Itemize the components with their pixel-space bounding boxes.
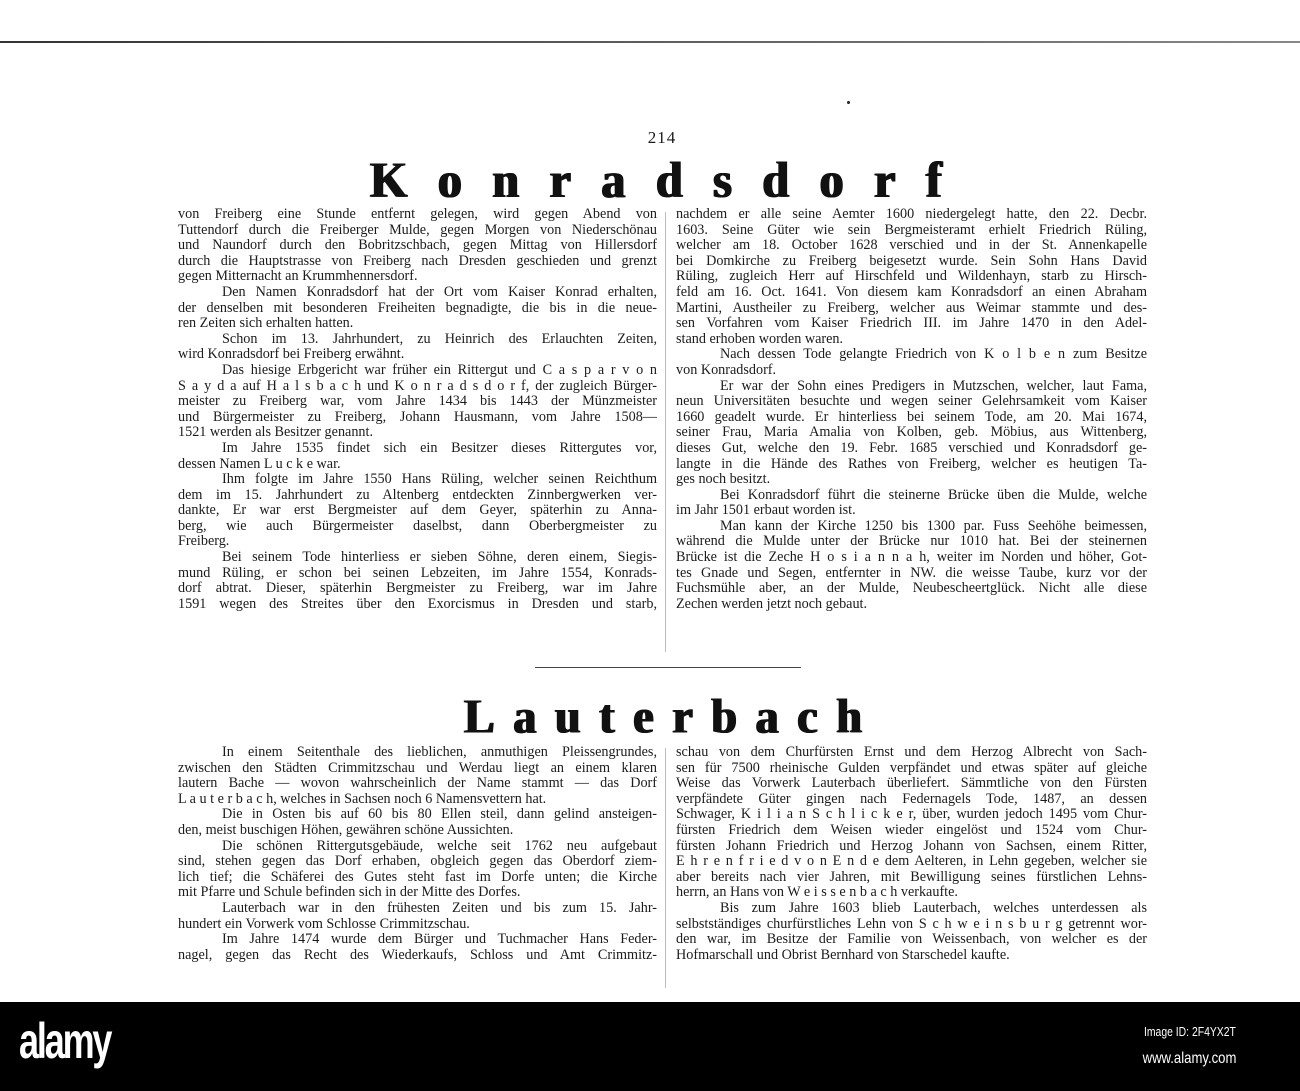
- paragraph: [178, 207, 657, 285]
- text-line: Im Jahre 1535 findet sich ein Besitzer dieses Rittergutes vor,: [222, 439, 657, 456]
- text-line: nagel, gegen das Recht des Wiederkaufs, Schloss und Amt Crimmitz-: [178, 946, 657, 963]
- text-line: neun Universitäten besuchte und wegen seiner Gelehrsamkeit vom Kaiser: [676, 393, 1147, 410]
- text-line: Weise das Vorwerk Lauterbach überliefert. Sämmtliche von den Fürsten: [676, 775, 1147, 792]
- text-line: Bei seinem Tode hinterliess er sieben Söhne, deren einem, Siegis-: [222, 549, 657, 566]
- text-line: Das hiesige Erbgericht war früher ein Rittergut und C a s p a r v o n: [222, 361, 657, 378]
- lauterbach-column-left: [178, 745, 657, 963]
- title-letter: d: [762, 152, 790, 209]
- paragraph: [178, 441, 657, 472]
- text-line: durch die Hauptstrasse von Freiberg nach Dresden geschieden und grenzt: [178, 252, 657, 269]
- title-letter: a: [601, 152, 626, 209]
- text-line: ren Zeiten sich erhalten hatten.: [178, 315, 354, 332]
- column-divider: [665, 748, 666, 988]
- text-line: Man kann der Kirche 1250 bis 1300 par. Fuss Seehöhe beimessen,: [720, 517, 1147, 534]
- text-line: Die in Osten bis auf 60 bis 80 Ellen steil, dann gelind ansteigen-: [222, 806, 657, 823]
- text-line: stand erhoben worden waren.: [676, 330, 844, 347]
- text-line: im Jahr 1501 erbaut worden ist.: [676, 502, 856, 519]
- text-line: ges noch besitzt.: [676, 471, 771, 488]
- title-letter: r: [874, 152, 896, 209]
- text-line: während die Mulde unter der Brücke nur 1010 hat. Bei der steinernen: [676, 533, 1147, 550]
- site-url[interactable]: www.alamy.com: [1142, 1050, 1236, 1067]
- text-line: dankte, Er war erst Bergmeister auf dem Geyer, späterhin zu Anna-: [178, 502, 657, 519]
- page-number: 214: [647, 128, 677, 147]
- text-line: aber bereits nach vier Jahren, mit Bewilligung seines fürstlichen Lehns-: [676, 868, 1147, 885]
- paragraph: [178, 332, 657, 363]
- section-title-konradsdorf: [370, 152, 942, 209]
- title-letter: a: [755, 689, 779, 744]
- text-line: 1660 geadelt wurde. Er hinterliess bei seinem Tode, am 20. Mai 1674,: [676, 408, 1147, 425]
- title-letter: u: [555, 689, 581, 744]
- text-line: berg, wie auch Bürgermeister daselbst, dann Oberbergmeister zu: [178, 517, 657, 534]
- text-line: In einem Seitenthale des lieblichen, anmuthigen Pleissengrundes,: [222, 744, 657, 760]
- paragraph: [178, 745, 657, 807]
- text-line: bei Domkirche zu Freiberg beigesetzt wurde. Sein Sohn Hans David: [676, 252, 1147, 269]
- text-line: seiner Frau, Maria Amalia von Kolben, geb. Möbius, aus Wittenberg,: [676, 424, 1147, 441]
- title-letter: a: [513, 689, 537, 744]
- text-line: sen Vorfahren vom Kaiser Friedrich III. im Jahre 1470 in den Adel-: [676, 315, 1147, 332]
- title-letter: f: [925, 152, 942, 209]
- title-letter: K: [370, 152, 408, 209]
- text-line: Rüling, zugleich Herr auf Hirschfeld und Wildenhayn, starb zu Hirsch-: [676, 268, 1147, 285]
- text-line: fürsten Johann Friedrich und Herzog Johann von Sachsen, einem Ritter,: [676, 837, 1147, 854]
- text-line: Schwager, K i l i a n S c h l i c k e r, über, wurden jedoch 1495 vom Chur-: [676, 806, 1147, 823]
- text-line: Martini, Austheiler zu Freiberg, welcher aus Weimar stammte und des-: [676, 299, 1147, 316]
- title-letter: o: [437, 152, 462, 209]
- text-line: von Konradsdorf.: [676, 361, 777, 378]
- text-line: Bei Konradsdorf führt die steinerne Brücke üben die Mulde, welche: [720, 486, 1147, 503]
- text-line: den, meist buschigen Höhen, gewähren schöne Aussichten.: [178, 821, 514, 838]
- text-line: gegen Mitternacht an Krummhennersdorf.: [178, 268, 418, 285]
- paragraph: [178, 901, 657, 932]
- title-letter: r: [549, 152, 571, 209]
- title-letter: s: [713, 152, 732, 209]
- paragraph: [676, 488, 1147, 519]
- text-line: S a y d a auf H a l s b a c h und K o n r a d s d o r f, der zugleich Bürger-: [178, 377, 657, 394]
- paragraph: [178, 550, 657, 612]
- text-line: L a u t e r b a c h, welches in Sachsen noch 6 Namensvettern hat.: [178, 790, 547, 807]
- image-id: Image ID: 2F4YX2T: [1144, 1024, 1236, 1039]
- text-line: 1521 werden als Besitzer genannt.: [178, 424, 374, 441]
- text-line: mund Rüling, er schon bei seinen Lebzeiten, im Jahre 1554, Konrads-: [178, 564, 657, 581]
- lauterbach-column-right: [676, 745, 1147, 963]
- text-line: von Freiberg eine Stunde entfernt gelegen, wird gegen Abend von: [178, 206, 657, 222]
- text-line: Brücke ist die Zeche H o s i a n n a h, weiter im Norden und höher, Got-: [676, 549, 1147, 566]
- text-line: den war, im Besitze der Familie von Weissenbach, von welcher es der: [676, 931, 1147, 948]
- section-title-lauterbach: [464, 689, 862, 744]
- text-line: Zechen werden jetzt noch gebaut.: [676, 595, 868, 612]
- title-letter: r: [672, 689, 693, 744]
- text-line: lautern Bache — wovon wahrscheinlich der Name stammt — das Dorf: [178, 775, 657, 792]
- text-line: und Naundorf durch den Bobritzschbach, gegen Mittag von Hillersdorf: [178, 237, 657, 254]
- text-line: dieses Gut, welche den 19. Febr. 1685 verschied und Konradsdorf ge-: [676, 439, 1147, 456]
- title-letter: b: [711, 689, 737, 744]
- text-line: mit Pfarre und Schule befinden sich in der Mitte des Dorfes.: [178, 884, 521, 901]
- text-line: welcher am 18. October 1628 verschied und in der St. Annenkapelle: [676, 237, 1147, 254]
- text-line: tes Gnade und Segen, entfernter in NW. die weisse Taube, kurz vor der: [676, 564, 1147, 581]
- text-line: Schon im 13. Jahrhundert, zu Heinrich des Erlauchten Zeiten,: [222, 330, 657, 347]
- paragraph: [676, 347, 1147, 378]
- paragraph: [178, 839, 657, 901]
- text-line: langte in die Hände des Rathes von Freiberg, welcher es heutigen Ta-: [676, 455, 1147, 472]
- text-line: herrn, an Hans von W e i s s e n b a c h verkaufte.: [676, 884, 958, 901]
- paragraph: [676, 207, 1147, 347]
- paragraph: [178, 807, 657, 838]
- text-line: meister zu Freiberg war, vom Jahre 1434 bis 1443 der Münzmeister: [178, 393, 657, 410]
- text-line: 1603. Seine Güter wie sein Bergmeisteramt erhielt Friedrich Rüling,: [676, 221, 1147, 238]
- text-line: E h r e n f r i e d v o n E n d e dem Aelteren, in Lehn gegeben, welcher sie: [676, 853, 1147, 870]
- text-line: Hofmarschall und Obrist Bernhard von Starschedel kaufte.: [676, 946, 1010, 963]
- column-divider: [665, 212, 666, 652]
- section-separator: [535, 667, 801, 668]
- title-letter: e: [633, 689, 654, 744]
- title-letter: d: [655, 152, 683, 209]
- text-line: sen für 7500 rheinische Gulden verpfändet und etwas später auf gleiche: [676, 759, 1147, 776]
- text-line: und Bürgermeister zu Freiberg, Johann Hausmann, vom Jahre 1508—: [178, 408, 657, 425]
- title-letter: h: [836, 689, 862, 744]
- text-line: 1591 wegen des Streites über den Exorcismus in Dresden und starb,: [178, 595, 657, 612]
- text-line: der denselben mit besonderen Freiheiten begnadigte, die bis in die neue-: [178, 299, 657, 316]
- konradsdorf-column-left: [178, 207, 657, 612]
- text-line: sind, stehen gegen das Dorf erhaben, obgleich gegen das Oberdorf ziem-: [178, 853, 657, 870]
- text-line: hundert ein Vorwerk vom Schlosse Crimmitzschau.: [178, 915, 470, 932]
- watermark-footer: [0, 1002, 1300, 1091]
- top-rule: [0, 41, 1300, 43]
- text-line: Er war der Sohn eines Predigers in Mutzschen, welcher, laut Fama,: [720, 377, 1147, 394]
- text-line: Fuchsmühle aber, an der Mulde, Neubescheertglück. Nicht alle diese: [676, 580, 1147, 597]
- paragraph: [676, 519, 1147, 613]
- text-line: wird Konradsdorf bei Freiberg erwähnt.: [178, 346, 405, 363]
- title-letter: c: [797, 689, 818, 744]
- title-letter: n: [492, 152, 520, 209]
- text-line: Ihm folgte im Jahre 1550 Hans Rüling, welcher seinen Reichthum: [222, 471, 657, 488]
- text-line: feld am 16. Oct. 1641. Von diesem kam Konradsdorf an einen Abraham: [676, 283, 1147, 300]
- title-letter: t: [599, 689, 615, 744]
- text-line: zwischen den Städten Crimmitzschau und Werdau liegt an einem klaren: [178, 759, 657, 776]
- text-line: selbstständiges churfürstliches Lehn von S c h w e i n s b u r g getrennt wor-: [676, 915, 1147, 932]
- text-line: Den Namen Konradsdorf hat der Ort vom Kaiser Konrad erhalten,: [222, 283, 657, 300]
- text-line: verpfändete Güter gingen nach Federnagels Tode, 1487, an dessen: [676, 790, 1147, 807]
- text-line: Im Jahre 1474 wurde dem Bürger und Tuchmacher Hans Feder-: [222, 931, 657, 948]
- text-line: Nach dessen Tode gelangte Friedrich von K o l b e n zum Besitze: [720, 346, 1147, 363]
- paragraph: [178, 932, 657, 963]
- paragraph: [178, 285, 657, 332]
- text-line: dessen Namen L u c k e war.: [178, 455, 341, 472]
- text-line: lich tief; die Schäferei des Gutes steht fast im Dorfe unten; die Kirche: [178, 868, 657, 885]
- title-letter: L: [464, 689, 495, 744]
- alamy-logo[interactable]: alamy: [19, 1013, 111, 1069]
- ink-speck: [847, 101, 850, 104]
- text-line: Freiberg.: [178, 533, 230, 550]
- paragraph: [178, 363, 657, 441]
- konradsdorf-column-right: [676, 207, 1147, 612]
- paragraph: [676, 745, 1147, 901]
- text-line: dorf abtrat. Dieser, späterhin Bergmeister zu Freiberg, war im Jahre: [178, 580, 657, 597]
- text-line: Lauterbach war in den frühesten Zeiten und bis zum 15. Jahr-: [222, 899, 657, 916]
- text-line: Tuttendorf durch die Freiberger Mulde, gegen Morgen von Niederschönau: [178, 221, 657, 238]
- paragraph: [178, 472, 657, 550]
- text-line: nachdem er alle seine Aemter 1600 niedergelegt hatte, den 22. Decbr.: [676, 206, 1147, 222]
- paragraph: [676, 379, 1147, 488]
- title-letter: o: [819, 152, 844, 209]
- paragraph: [676, 901, 1147, 963]
- text-line: fürsten Friedrich dem Weisen wieder eingelöst und 1524 vom Chur-: [676, 821, 1147, 838]
- text-line: Die schönen Rittergutsgebäude, welche seit 1762 neu aufgebaut: [222, 837, 657, 854]
- text-line: Bis zum Jahre 1603 blieb Lauterbach, welches unterdessen als: [720, 899, 1147, 916]
- text-line: schau von dem Churfürsten Ernst und dem Herzog Albrecht von Sach-: [676, 744, 1147, 760]
- text-line: dem im 15. Jahrhundert zu Altenberg entdeckten Zinnbergwerken ver-: [178, 486, 657, 503]
